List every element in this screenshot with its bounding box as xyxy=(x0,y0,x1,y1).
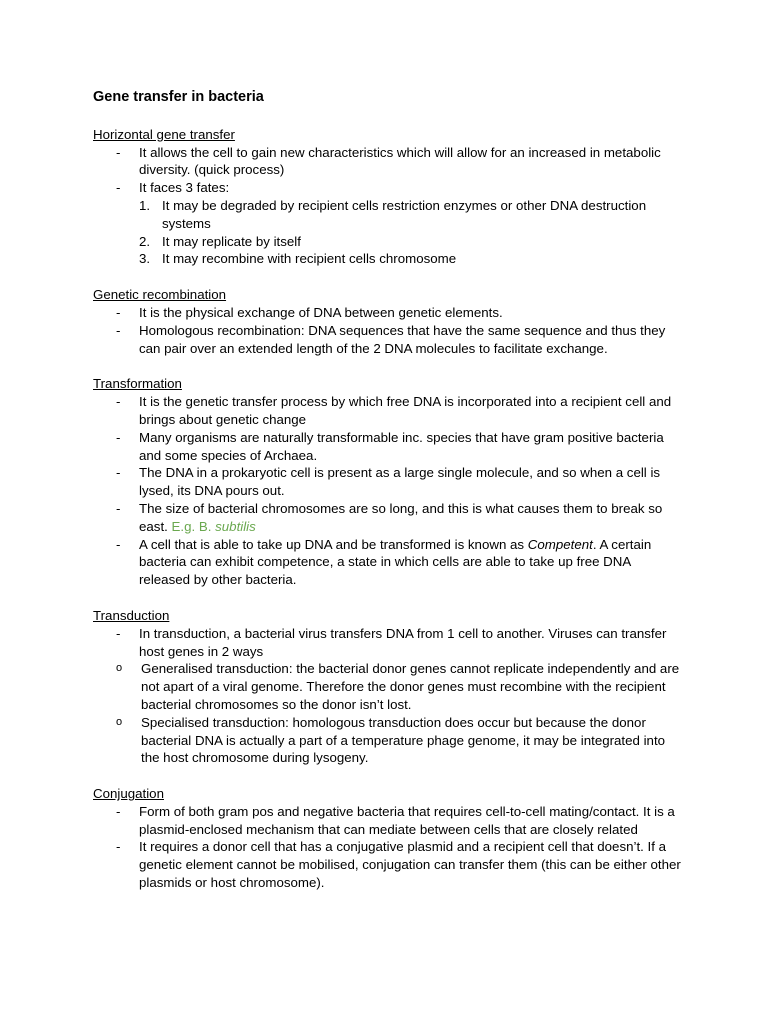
number-marker: 3. xyxy=(139,251,151,267)
list-item xyxy=(93,838,683,891)
list-item xyxy=(93,536,683,589)
list-item-text: Homologous recombination: DNA sequences that have the same sequence and thus they can pair over an extended length of the 2 DNA molecules to facilitate exchange. xyxy=(139,322,666,356)
bullet-list xyxy=(93,144,683,197)
dash-marker: - xyxy=(116,304,121,320)
list-item xyxy=(93,144,683,180)
list-item-text: Form of both gram pos and negative bacteria that requires cell-to-cell mating/contact. It is a plasmid-enclosed mechanism that can mediate between cells that are closely related xyxy=(139,803,675,837)
example-species: subtilis xyxy=(215,518,256,534)
dash-marker: - xyxy=(116,465,121,481)
list-item-text: It may recombine with recipient cells chromosome xyxy=(162,251,457,267)
circle-marker: o xyxy=(116,662,123,675)
dash-marker: - xyxy=(116,803,121,819)
sub-list-item xyxy=(116,660,683,713)
section-heading: Transduction xyxy=(93,607,170,623)
list-item-text: . A certain bacteria can exhibit competence, a state in which cells are able to take up free DNA released by other bacteria. xyxy=(139,536,652,588)
list-item-text: The DNA in a prokaryotic cell is present as a large single molecule, and so when a cell is lysed, its DNA pours out. xyxy=(139,465,661,499)
sub-list-item xyxy=(116,714,683,767)
number-marker: 2. xyxy=(139,233,151,249)
list-item xyxy=(93,500,683,536)
list-item-text: In transduction, a bacterial virus transfers DNA from 1 cell to another. Viruses can transfer host genes in 2 ways xyxy=(139,625,667,659)
list-item-text: It faces 3 fates: xyxy=(139,180,230,196)
dash-marker: - xyxy=(116,839,121,855)
bullet-list xyxy=(93,625,683,661)
list-item-text: Generalised transduction: the bacterial donor genes cannot replicate independently and are not apart of a viral genome. Therefore the donor genes must recombine with the recipient bacterial chromosomes so the donor isn’t lost. xyxy=(141,661,680,712)
section-heading: Transformation xyxy=(93,376,182,392)
section-conjugation xyxy=(93,785,683,892)
dash-marker: - xyxy=(116,625,121,641)
document-body xyxy=(93,89,683,910)
list-item xyxy=(93,464,683,500)
list-item xyxy=(139,197,683,233)
term-competent: Competent xyxy=(527,536,593,552)
sub-bullet-list xyxy=(116,660,683,767)
dash-marker: - xyxy=(116,536,121,552)
section-transduction xyxy=(93,607,683,767)
dash-marker: - xyxy=(116,394,121,410)
list-item xyxy=(139,250,683,268)
list-item-text: Specialised transduction: homologous transduction does occur but because the donor bacterial DNA is actually a part of a temperature phage genome, it may be integrated into the host chromosome during lysogeny. xyxy=(141,714,666,766)
list-item xyxy=(93,393,683,429)
dash-marker: - xyxy=(116,500,121,516)
list-item xyxy=(93,429,683,465)
dash-marker: - xyxy=(116,144,121,160)
section-transformation xyxy=(93,375,683,589)
circle-marker: o xyxy=(116,715,123,728)
list-item-text: It may be degraded by recipient cells restriction enzymes or other DNA destruction systems xyxy=(162,197,647,231)
list-item xyxy=(93,322,683,358)
list-item-text: It allows the cell to gain new characteristics which will allow for an increased in metabolic diversity. (quick process) xyxy=(139,144,661,178)
document-title: Gene transfer in bacteria xyxy=(93,89,264,105)
list-item xyxy=(93,625,683,661)
section-genetic-recombination xyxy=(93,286,683,357)
bullet-list xyxy=(93,393,683,589)
section-heading: Conjugation xyxy=(93,786,164,802)
list-item-text: It may replicate by itself xyxy=(162,233,301,249)
number-marker: 1. xyxy=(139,197,151,213)
dash-marker: - xyxy=(116,429,121,445)
dash-marker: - xyxy=(116,180,121,196)
numbered-list xyxy=(139,197,683,268)
list-item xyxy=(139,233,683,251)
bullet-list xyxy=(93,304,683,357)
list-item-text: It requires a donor cell that has a conjugative plasmid and a recipient cell that doesn’t. If a genetic element cannot be mobilised, conjugation can transfer them (this can be either other plasmids or host chromosome). xyxy=(139,839,681,891)
section-horizontal-gene-transfer xyxy=(93,126,683,268)
list-item-text: It is the physical exchange of DNA between genetic elements. xyxy=(139,304,503,320)
example-text: E.g. B. xyxy=(171,518,216,534)
list-item xyxy=(93,304,683,322)
list-item-text: The size of bacterial chromosomes are so long, and this is what causes them to break so east. xyxy=(139,500,663,534)
section-heading: Genetic recombination xyxy=(93,287,227,303)
dash-marker: - xyxy=(116,322,121,338)
list-item-text: Many organisms are naturally transformable inc. species that have gram positive bacteria and some species of Archaea. xyxy=(139,429,664,463)
list-item-text: It is the genetic transfer process by which free DNA is incorporated into a recipient cell and brings about genetic change xyxy=(139,394,672,427)
bullet-list xyxy=(93,803,683,892)
list-item-text: A cell that is able to take up DNA and be transformed is known as xyxy=(139,536,528,552)
list-item xyxy=(93,803,683,839)
section-heading: Horizontal gene transfer xyxy=(93,126,235,142)
list-item xyxy=(93,179,683,197)
